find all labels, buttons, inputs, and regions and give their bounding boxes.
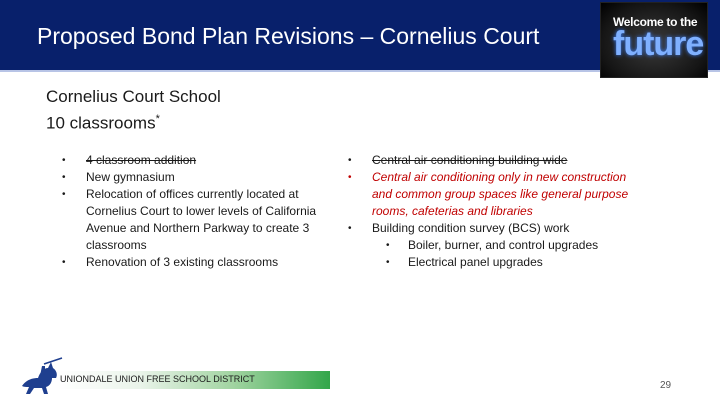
list-item [62,186,337,254]
bullet-text: Renovation of 3 existing classrooms [86,255,279,269]
bullet-icon: • [386,240,390,251]
list-item [348,152,648,169]
slide-title: Proposed Bond Plan Revisions – Cornelius Court [37,23,540,49]
bullet-icon: • [386,257,390,268]
left-bullet-list [62,152,337,271]
page-number: 29 [660,380,672,391]
list-item [372,254,648,271]
bullet-icon: • [348,223,352,234]
bullet-icon: • [62,172,66,183]
bullet-icon: • [62,189,66,200]
list-item [348,169,648,220]
list-item [62,254,337,271]
bullet-text-revision: Central air conditioning only in new construction and common group spaces like general purpose rooms, cafeterias and libraries [372,170,629,218]
bullet-text: Relocation of offices currently located at Cornelius Court to lower levels of California Avenue and Northern Parkway to create 3 classrooms [86,187,317,252]
bullet-text: Electrical panel upgrades [408,255,543,269]
bullet-text-struck: Central air conditioning building wide [372,153,568,167]
list-item [62,152,337,169]
bullet-icon: • [62,155,66,166]
classroom-count [46,108,221,135]
bullet-text: Boiler, burner, and control upgrades [408,238,599,252]
logo-text-future: future [613,25,704,63]
welcome-future-logo [600,2,708,78]
sub-bullet-list [372,237,648,271]
classroom-count-text: 10 classrooms [46,113,156,133]
bullet-icon: • [348,155,352,166]
bullet-icon: • [348,172,352,183]
school-heading [46,86,221,135]
list-item [372,237,648,254]
list-item [62,169,337,186]
right-bullet-list [348,152,648,271]
district-name: UNIONDALE UNION FREE SCHOOL DISTRICT [60,374,255,384]
footnote-asterisk: * [155,113,160,125]
bullet-text: Building condition survey (BCS) work [372,221,570,235]
bullet-text-struck: 4 classroom addition [86,153,197,167]
bullet-icon: • [62,257,66,268]
bullet-text: New gymnasium [86,170,175,184]
list-item [348,220,648,271]
logo-text-top: Welcome to the [613,15,698,29]
school-name: Cornelius Court School [46,87,221,106]
